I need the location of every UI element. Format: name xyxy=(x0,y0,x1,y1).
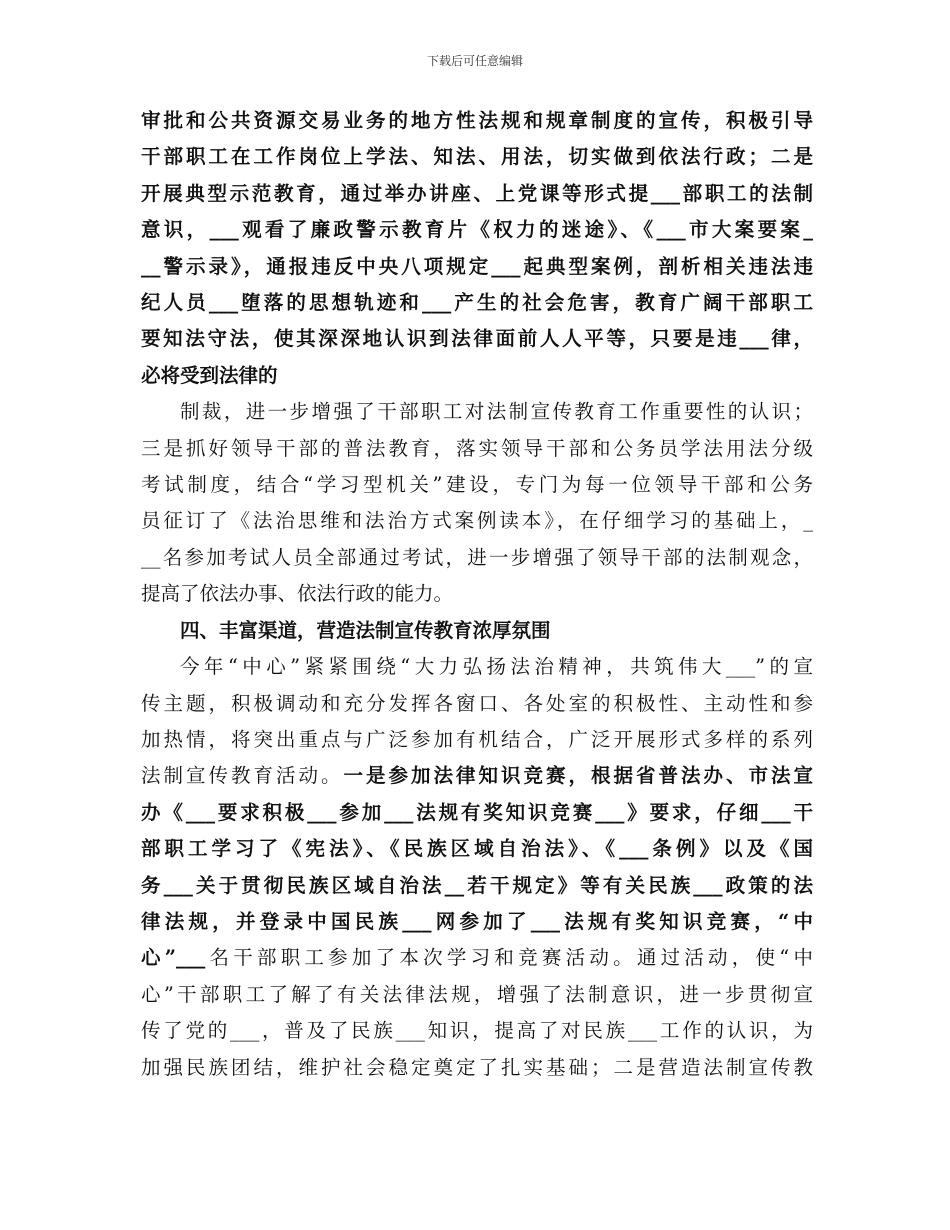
paragraph-channels xyxy=(141,649,813,1086)
text-normal: 名干部职工参加了本次学习和竞赛活动。通过活动，使“中 xyxy=(205,946,813,970)
text-line: 务___关于贯彻民族区域自治法__若干规定》等有关民族___政策的法 xyxy=(141,873,813,897)
text-line: 部职工学习了《宪法》、《民族区域自治法》、《___条例》以及《国 xyxy=(141,837,813,861)
text-line: 传了党的___，普及了民族___知识，提高了对民族___工作的认识，为 xyxy=(141,1019,813,1043)
page-header: 下载后可任意编辑 xyxy=(426,54,523,68)
paragraph-leader-education xyxy=(141,394,813,612)
text-line: 传主题，积极调动和充分发挥各窗口、各处室的积极性、主动性和参 xyxy=(141,691,813,715)
text-line-mixed xyxy=(141,940,813,976)
text-line: 提高了依法办事、依法行政的能力。 xyxy=(141,582,454,606)
text-line: __警示录》，通报违反中央八项规定___起典型案例，剖析相关违法违 xyxy=(141,254,813,278)
text-line: 三是抓好领导干部的普法教育，落实领导干部和公务员学法用法分级 xyxy=(141,436,813,460)
text-line: 要知法守法，使其深深地认识到法律面前人人平等，只要是违___律， xyxy=(141,327,813,351)
text-line: 加热情，将突出重点与广泛参加有机结合，广泛开展形式多样的系列 xyxy=(141,727,813,751)
text-line: 办《___要求积极___参加___法规有奖知识竞赛___》要求，仔细___干 xyxy=(141,800,813,824)
text-line: 考试制度，结合“学习型机关”建设，专门为每一位领导干部和公务 xyxy=(141,473,813,497)
text-bold: 一是参加法律知识竞赛，根据省普法办、市法宣 xyxy=(343,764,813,788)
text-line: 意识，___观看了廉政警示教育片《权力的迷途》、《___市大案要案_ xyxy=(141,218,813,242)
section-heading xyxy=(141,613,813,649)
text-line: 今年“中心”紧紧围绕“大力弘扬法治精神，共筑伟大___”的宣 xyxy=(180,655,813,679)
text-line: 审批和公共资源交易业务的地方性法规和规章制度的宣传，积极引导 xyxy=(141,109,813,132)
text-line: 制裁，进一步增强了干部职工对法制宣传教育工作重要性的认识； xyxy=(180,400,813,424)
text-bold: 心”___ xyxy=(141,946,206,970)
text-line: __名参加考试人员全部通过考试，进一步增强了领导干部的法制观念， xyxy=(141,545,813,569)
paragraph-legal-education xyxy=(141,103,813,394)
text-normal: 法制宣传教育活动。 xyxy=(141,764,344,788)
document-body xyxy=(141,103,813,1086)
section-heading-text: 四、丰富渠道，营造法制宣传教育浓厚氛围 xyxy=(180,618,551,642)
text-line-mixed xyxy=(141,758,813,794)
text-line: 干部职工在工作岗位上学法、知法、用法，切实做到依法行政；二是 xyxy=(141,145,813,169)
text-line: 加强民族团结，维护社会稳定奠定了扎实基础；二是营造法制宣传教 xyxy=(141,1055,813,1079)
text-line: 纪人员___堕落的思想轨迹和___产生的社会危害，教育广阔干部职工 xyxy=(141,291,813,315)
text-line: 必将受到法律的 xyxy=(141,363,278,387)
text-line: 员征订了《法治思维和法治方式案例读本》，在仔细学习的基础上，_ xyxy=(141,509,813,533)
text-line: 开展典型示范教育，通过举办讲座、上党课等形式提___部职工的法制 xyxy=(141,181,813,205)
text-line: 律法规，并登录中国民族___网参加了___法规有奖知识竞赛，“中 xyxy=(141,909,813,933)
text-line: 心”干部职工了解了有关法律法规，增强了法制意识，进一步贯彻宣 xyxy=(141,982,813,1006)
